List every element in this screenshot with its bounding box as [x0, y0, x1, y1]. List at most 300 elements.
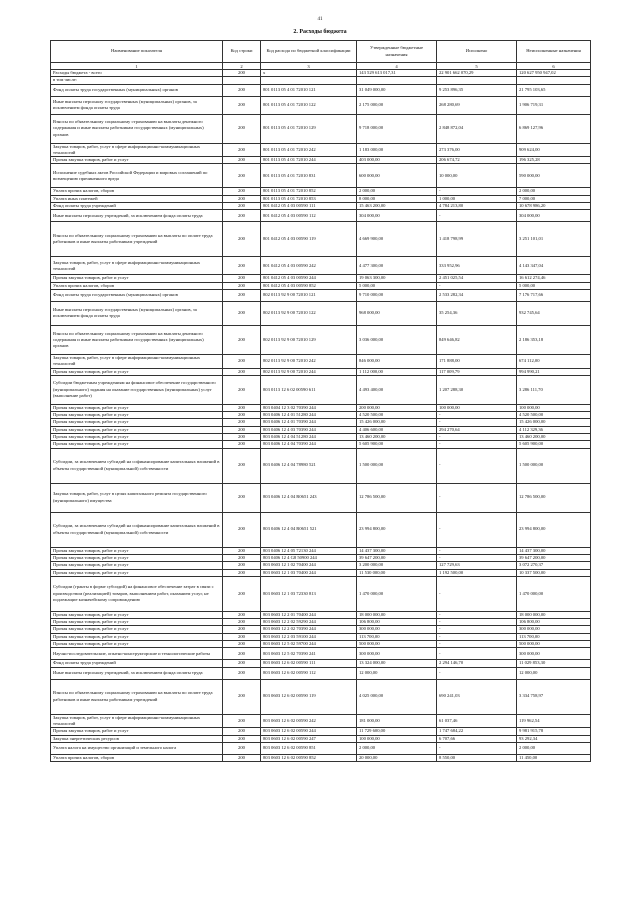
- expenses-table: [50, 40, 591, 762]
- table-row: [51, 375, 591, 404]
- row-kbk-cell: 803 0406 12 4 01 70390 244: [261, 419, 357, 426]
- row-kbk-cell: 801 0113 05 4 01 72010 852: [261, 188, 357, 195]
- table-row: [51, 562, 591, 569]
- row-code-cell: 200: [223, 164, 261, 188]
- row-name-cell: Взносы по обязательному социальному страхованию на выплаты денежного содержания и иные выплаты работникам государственных (муниципальных) органов: [51, 325, 223, 354]
- row-code-cell: 200: [223, 641, 261, 648]
- row-rest-cell: 93 292,34: [517, 735, 591, 742]
- table-row: [51, 289, 591, 301]
- row-code-cell: 200: [223, 257, 261, 275]
- row-kbk-cell: 803 0603 12 5 02 59700 244: [261, 641, 357, 648]
- row-done-cell: 2 451 025,54: [437, 275, 517, 282]
- section-title: 2. Расходы бюджета: [293, 29, 347, 35]
- row-done-cell: -: [437, 210, 517, 222]
- col-number: 3: [261, 63, 357, 70]
- row-name-cell: Субсидии (гранты в форме субсидий) на финансовое обеспечение затрат в связи с производством (реализацией) товаров, выполнением работ, оказанием услуг, не подлежащие казначейскому сопровождению: [51, 576, 223, 611]
- row-rest-cell: 23 994 800,00: [517, 512, 591, 547]
- row-plan-cell: 18 000 000,00: [357, 611, 437, 618]
- row-plan-cell: 13 324 000,00: [357, 660, 437, 667]
- row-rest-cell: 3 072 270,37: [517, 562, 591, 569]
- table-row: [51, 96, 591, 114]
- row-done-cell: -: [437, 419, 517, 426]
- row-plan-cell: 12 786 500,00: [357, 483, 437, 512]
- header-name: Наименование показателя: [51, 41, 223, 63]
- table-row: [51, 70, 591, 77]
- table-row: [51, 419, 591, 426]
- page-number: 41: [317, 17, 323, 22]
- row-kbk-cell: 803 0603 12 6 02 00590 119: [261, 679, 357, 714]
- table-row: [51, 728, 591, 735]
- row-rest-cell: 5 605 900,00: [517, 441, 591, 448]
- row-rest-cell: 15 426 000,00: [517, 419, 591, 426]
- row-kbk-cell: 801 0113 05 4 01 72010 129: [261, 114, 357, 143]
- row-rest-cell: 932 745,64: [517, 301, 591, 325]
- row-name-cell: Прочая закупка товаров, работ и услуг: [51, 412, 223, 419]
- row-code-cell: 200: [223, 188, 261, 195]
- row-kbk-cell: 801 0412 05 4 03 00590 244: [261, 275, 357, 282]
- row-kbk-cell: 803 0603 12 1 03 72330 813: [261, 576, 357, 611]
- row-plan-cell: 20 000,00: [357, 754, 437, 761]
- row-done-cell: 1 747 684,22: [437, 728, 517, 735]
- col-number: 5: [437, 63, 517, 70]
- row-name-cell: Взносы по обязательному социальному страхованию на выплаты по оплате труда работников и иные выплаты работникам учреждений: [51, 222, 223, 257]
- row-name-cell: Прочая закупка товаров, работ и услуг: [51, 404, 223, 411]
- row-kbk-cell: 801 0412 05 4 03 00590 852: [261, 282, 357, 289]
- row-kbk-cell: 801 0113 05 4 01 72010 121: [261, 84, 357, 96]
- row-rest-cell: 10 678 986,20: [517, 203, 591, 210]
- header-plan: Утвержденные бюджетные назначения: [357, 41, 437, 63]
- row-done-cell: 294 270,64: [437, 426, 517, 433]
- row-plan-cell: 846 000,00: [357, 354, 437, 368]
- row-code-cell: [223, 77, 261, 84]
- row-kbk-cell: 802 0113 92 9 00 72010 121: [261, 289, 357, 301]
- row-kbk-cell: [261, 77, 357, 84]
- row-done-cell: 273 376,00: [437, 143, 517, 157]
- row-code-cell: 200: [223, 157, 261, 164]
- row-name-cell: Уплата прочих налогов, сборов: [51, 188, 223, 195]
- row-name-cell: Прочая закупка товаров, работ и услуг: [51, 569, 223, 576]
- row-name-cell: Научно-исследовательские, опытно-конструкторские и технологические работы: [51, 648, 223, 660]
- row-name-cell: Прочая закупка товаров, работ и услуг: [51, 426, 223, 433]
- row-code-cell: 200: [223, 742, 261, 754]
- table-row: [51, 275, 591, 282]
- column-number-row: [51, 63, 591, 70]
- row-rest-cell: [517, 77, 591, 84]
- row-name-cell: Прочая закупка товаров, работ и услуг: [51, 626, 223, 633]
- table-row: [51, 257, 591, 275]
- table-row: [51, 754, 591, 761]
- row-name-cell: Прочая закупка товаров, работ и услуг: [51, 633, 223, 640]
- row-rest-cell: 7 176 717,66: [517, 289, 591, 301]
- row-done-cell: 1 207 288,30: [437, 375, 517, 404]
- row-rest-cell: 300 000,00: [517, 648, 591, 660]
- col-number: 2: [223, 63, 261, 70]
- row-code-cell: 200: [223, 619, 261, 626]
- table-row: [51, 735, 591, 742]
- table-row: [51, 633, 591, 640]
- row-done-cell: -: [437, 667, 517, 679]
- table-row: [51, 569, 591, 576]
- row-rest-cell: 2 186 353,18: [517, 325, 591, 354]
- row-name-cell: Прочая закупка товаров, работ и услуг: [51, 619, 223, 626]
- row-done-cell: -: [437, 742, 517, 754]
- row-plan-cell: 1 470 000,00: [357, 576, 437, 611]
- row-kbk-cell: 803 0603 12 6 02 00590 851: [261, 742, 357, 754]
- row-kbk-cell: 801 0113 05 4 01 72010 831: [261, 164, 357, 188]
- table-row: [51, 619, 591, 626]
- row-kbk-cell: 803 0406 12 4 03 70390 244: [261, 426, 357, 433]
- row-kbk-cell: 801 0412 05 4 03 00590 242: [261, 257, 357, 275]
- row-done-cell: 4 784 213,80: [437, 203, 517, 210]
- row-rest-cell: 4 520 500,00: [517, 412, 591, 419]
- header-row: [51, 41, 591, 63]
- row-kbk-cell: 803 0603 12 1 02 70400 244: [261, 562, 357, 569]
- row-done-cell: -: [437, 412, 517, 419]
- row-done-cell: 22 901 662 070,29: [437, 70, 517, 77]
- row-plan-cell: 23 994 800,00: [357, 512, 437, 547]
- row-kbk-cell: 801 0412 05 4 03 00590 112: [261, 210, 357, 222]
- row-kbk-cell: 803 0603 12 6 02 00590 111: [261, 660, 357, 667]
- row-kbk-cell: 801 0412 05 4 03 00590 111: [261, 203, 357, 210]
- row-rest-cell: 304 000,00: [517, 210, 591, 222]
- row-done-cell: -: [437, 576, 517, 611]
- table-row: [51, 404, 591, 411]
- row-code-cell: 200: [223, 448, 261, 483]
- row-plan-cell: 13 460 200,00: [357, 434, 437, 441]
- row-code-cell: 200: [223, 210, 261, 222]
- row-code-cell: 200: [223, 222, 261, 257]
- row-kbk-cell: 803 0603 12 6 02 00590 242: [261, 714, 357, 728]
- row-kbk-cell: 803 0406 12 4 04 78980 521: [261, 448, 357, 483]
- row-kbk-cell: 803 0404 12 3 02 70390 244: [261, 404, 357, 411]
- row-plan-cell: 15 463 200,00: [357, 203, 437, 210]
- row-done-cell: -: [437, 554, 517, 561]
- table-row: [51, 426, 591, 433]
- row-plan-cell: 106 800,00: [357, 619, 437, 626]
- row-code-cell: 200: [223, 633, 261, 640]
- row-code-cell: 200: [223, 714, 261, 728]
- row-kbk-cell: 803 0406 12 4 04 R0651 243: [261, 483, 357, 512]
- row-rest-cell: 6 869 127,96: [517, 114, 591, 143]
- row-plan-cell: [357, 77, 437, 84]
- row-plan-cell: 14 437 300,00: [357, 547, 437, 554]
- row-kbk-cell: 802 0113 92 9 00 72010 129: [261, 325, 357, 354]
- row-rest-cell: 196 325,28: [517, 157, 591, 164]
- row-plan-cell: 2 000,00: [357, 742, 437, 754]
- row-code-cell: 200: [223, 735, 261, 742]
- row-code-cell: 200: [223, 275, 261, 282]
- row-done-cell: 8 550,00: [437, 754, 517, 761]
- row-name-cell: Уплата налога на имущество организаций и земельного налога: [51, 742, 223, 754]
- row-name-cell: Уплата прочих налогов, сборов: [51, 754, 223, 761]
- row-name-cell: Расходы бюджета - всего: [51, 70, 223, 77]
- row-done-cell: -: [437, 448, 517, 483]
- row-name-cell: Уплата иных платежей: [51, 195, 223, 202]
- row-plan-cell: 2 000,00: [357, 188, 437, 195]
- row-name-cell: Иные выплаты персоналу учреждений, за исключением фонда оплаты труда: [51, 667, 223, 679]
- table-row: [51, 547, 591, 554]
- row-name-cell: Прочая закупка товаров, работ и услуг: [51, 641, 223, 648]
- row-done-cell: 100 000,00: [437, 404, 517, 411]
- row-name-cell: Прочая закупка товаров, работ и услуг: [51, 368, 223, 375]
- row-code-cell: 200: [223, 754, 261, 761]
- row-kbk-cell: 803 0406 12 4 05 72130 244: [261, 547, 357, 554]
- row-code-cell: 200: [223, 512, 261, 547]
- table-row: [51, 325, 591, 354]
- row-plan-cell: 19 063 300,00: [357, 275, 437, 282]
- row-kbk-cell: 803 0406 12 4 04 R0651 521: [261, 512, 357, 547]
- row-code-cell: 200: [223, 434, 261, 441]
- table-row: [51, 441, 591, 448]
- row-name-cell: Исполнение судебных актов Российской Федерации и мировых соглашений по возмещению причиненного вреда: [51, 164, 223, 188]
- row-plan-cell: 9 718 000,00: [357, 114, 437, 143]
- row-kbk-cell: 801 0113 05 4 01 72010 244: [261, 157, 357, 164]
- row-name-cell: Прочая закупка товаров, работ и услуг: [51, 554, 223, 561]
- row-done-cell: 1 418 798,99: [437, 222, 517, 257]
- row-rest-cell: 21 795 103,65: [517, 84, 591, 96]
- row-plan-cell: 2 175 000,00: [357, 96, 437, 114]
- table-row: [51, 157, 591, 164]
- row-name-cell: Прочая закупка товаров, работ и услуг: [51, 157, 223, 164]
- row-name-cell: Прочая закупка товаров, работ и услуг: [51, 562, 223, 569]
- row-rest-cell: 106 800,00: [517, 619, 591, 626]
- row-kbk-cell: 803 0603 12 2 02 70390 244: [261, 626, 357, 633]
- row-done-cell: 6 707,66: [437, 735, 517, 742]
- row-rest-cell: 9 981 915,78: [517, 728, 591, 735]
- row-done-cell: -: [437, 619, 517, 626]
- row-done-cell: 127 729,63: [437, 562, 517, 569]
- row-plan-cell: 1 183 000,00: [357, 143, 437, 157]
- row-name-cell: Субсидии, за исключением субсидий на софинансирование капитальных вложений в объекты государственной (муниципальной) собственности: [51, 448, 223, 483]
- row-plan-cell: 113 700,00: [357, 633, 437, 640]
- row-done-cell: -: [437, 441, 517, 448]
- table-row: [51, 164, 591, 188]
- row-name-cell: Взносы по обязательному социальному страхованию на выплаты денежного содержания и иные выплаты работникам государственных (муниципальных) органов: [51, 114, 223, 143]
- table-row: [51, 354, 591, 368]
- row-plan-cell: 304 000,00: [357, 210, 437, 222]
- row-kbk-cell: 803 0603 12 5 02 70390 241: [261, 648, 357, 660]
- table-row: [51, 626, 591, 633]
- row-plan-cell: 403 000,00: [357, 157, 437, 164]
- table-row: [51, 412, 591, 419]
- header-code: Код строки: [223, 41, 261, 63]
- row-plan-cell: 100 000,00: [357, 735, 437, 742]
- row-code-cell: 200: [223, 660, 261, 667]
- row-name-cell: Иные выплаты персоналу государственных (муниципальных) органов, за исключением фонда оплаты труда: [51, 301, 223, 325]
- row-code-cell: 200: [223, 354, 261, 368]
- row-code-cell: 200: [223, 195, 261, 202]
- row-done-cell: -: [437, 547, 517, 554]
- row-name-cell: Прочая закупка товаров, работ и услуг: [51, 275, 223, 282]
- row-name-cell: Закупка товаров, работ, услуг в целях капитального ремонта государственного (муниципального) имущества: [51, 483, 223, 512]
- row-kbk-cell: 803 0603 12 6 02 00590 112: [261, 667, 357, 679]
- row-kbk-cell: 801 0412 05 4 03 00590 119: [261, 222, 357, 257]
- row-plan-cell: 8 000,00: [357, 195, 437, 202]
- row-name-cell: Прочая закупка товаров, работ и услуг: [51, 441, 223, 448]
- row-code-cell: 200: [223, 70, 261, 77]
- row-done-cell: -: [437, 626, 517, 633]
- row-rest-cell: 7 000,00: [517, 195, 591, 202]
- row-code-cell: 200: [223, 114, 261, 143]
- row-kbk-cell: 801 0113 05 4 01 72010 853: [261, 195, 357, 202]
- row-kbk-cell: 802 0113 92 9 00 72010 244: [261, 368, 357, 375]
- row-code-cell: 200: [223, 368, 261, 375]
- row-kbk-cell: 802 0113 92 9 00 72010 122: [261, 301, 357, 325]
- table-row: [51, 434, 591, 441]
- row-done-cell: 2 533 282,34: [437, 289, 517, 301]
- row-done-cell: [437, 77, 517, 84]
- row-name-cell: Фонд оплаты труда государственных (муниципальных) органов: [51, 84, 223, 96]
- header-kbk: Код расхода по бюджетной классификации: [261, 41, 357, 63]
- row-rest-cell: 11 450,00: [517, 754, 591, 761]
- row-code-cell: 200: [223, 648, 261, 660]
- row-code-cell: 200: [223, 483, 261, 512]
- row-done-cell: 61 037,46: [437, 714, 517, 728]
- row-code-cell: 200: [223, 667, 261, 679]
- row-code-cell: 200: [223, 426, 261, 433]
- row-rest-cell: 909 624,00: [517, 143, 591, 157]
- row-plan-cell: 1 112 000,00: [357, 368, 437, 375]
- row-kbk-cell: 803 0603 12 6 02 00590 244: [261, 728, 357, 735]
- row-plan-cell: 9 710 000,00: [357, 289, 437, 301]
- row-plan-cell: 143 529 613 017,31: [357, 70, 437, 77]
- row-plan-cell: 300 000,00: [357, 626, 437, 633]
- row-kbk-cell: 803 0603 12 2 03 59100 244: [261, 633, 357, 640]
- row-rest-cell: 1 470 000,00: [517, 576, 591, 611]
- row-code-cell: 200: [223, 679, 261, 714]
- row-rest-cell: 4 112 329,36: [517, 426, 591, 433]
- row-name-cell: Фонд оплаты труда учреждений: [51, 203, 223, 210]
- row-rest-cell: 1 906 719,31: [517, 96, 591, 114]
- row-kbk-cell: 803 0406 12 4 04 70390 244: [261, 441, 357, 448]
- table-row: [51, 84, 591, 96]
- row-rest-cell: 113 700,00: [517, 633, 591, 640]
- row-rest-cell: 14 437 300,00: [517, 547, 591, 554]
- row-rest-cell: 1 500 000,00: [517, 448, 591, 483]
- row-rest-cell: 674 112,00: [517, 354, 591, 368]
- row-code-cell: 200: [223, 84, 261, 96]
- row-code-cell: 200: [223, 728, 261, 735]
- row-plan-cell: 500 000,00: [357, 641, 437, 648]
- table-row: [51, 222, 591, 257]
- row-code-cell: 200: [223, 441, 261, 448]
- row-name-cell: Фонд оплаты труда государственных (муниципальных) органов: [51, 289, 223, 301]
- row-name-cell: Фонд оплаты труда учреждений: [51, 660, 223, 667]
- table-row: [51, 210, 591, 222]
- row-done-cell: 690 241,03: [437, 679, 517, 714]
- row-code-cell: 200: [223, 554, 261, 561]
- row-plan-cell: 4 406 600,00: [357, 426, 437, 433]
- row-name-cell: Закупка товаров, работ, услуг в сфере информационно-коммуникационных технологий: [51, 714, 223, 728]
- row-code-cell: 200: [223, 576, 261, 611]
- row-code-cell: 200: [223, 282, 261, 289]
- row-rest-cell: 16 612 274,46: [517, 275, 591, 282]
- row-done-cell: -: [437, 434, 517, 441]
- col-number: 4: [357, 63, 437, 70]
- row-plan-cell: 3 200 000,00: [357, 562, 437, 569]
- row-name-cell: Прочая закупка товаров, работ и услуг: [51, 547, 223, 554]
- row-rest-cell: 300 000,00: [517, 626, 591, 633]
- row-code-cell: 200: [223, 289, 261, 301]
- table-row: [51, 143, 591, 157]
- table-row: [51, 512, 591, 547]
- table-row: [51, 368, 591, 375]
- row-plan-cell: 300 000,00: [357, 648, 437, 660]
- row-done-cell: 1 000,00: [437, 195, 517, 202]
- table-row: [51, 188, 591, 195]
- row-code-cell: 200: [223, 203, 261, 210]
- row-rest-cell: 119 962,54: [517, 714, 591, 728]
- row-code-cell: 200: [223, 562, 261, 569]
- table-body: [51, 70, 591, 762]
- row-kbk-cell: x: [261, 70, 357, 77]
- row-rest-cell: 13 460 200,00: [517, 434, 591, 441]
- row-done-cell: 9 253 896,35: [437, 84, 517, 96]
- row-rest-cell: 4 143 347,04: [517, 257, 591, 275]
- table-row: [51, 679, 591, 714]
- row-rest-cell: 3 251 101,01: [517, 222, 591, 257]
- row-plan-cell: 3 036 000,00: [357, 325, 437, 354]
- row-rest-cell: 5 000,00: [517, 282, 591, 289]
- table-row: [51, 195, 591, 202]
- row-code-cell: 200: [223, 626, 261, 633]
- row-done-cell: 171 888,00: [437, 354, 517, 368]
- row-code-cell: 200: [223, 143, 261, 157]
- row-done-cell: -: [437, 188, 517, 195]
- row-name-cell: Иные выплаты персоналу учреждений, за исключением фонда оплаты труда: [51, 210, 223, 222]
- table-row: [51, 114, 591, 143]
- table-row: [51, 641, 591, 648]
- row-done-cell: -: [437, 611, 517, 618]
- header-done: Исполнено: [437, 41, 517, 63]
- table-row: [51, 77, 591, 84]
- row-kbk-cell: 802 0113 92 9 00 72010 242: [261, 354, 357, 368]
- row-plan-cell: 11 530 000,00: [357, 569, 437, 576]
- row-done-cell: 35 254,36: [437, 301, 517, 325]
- row-plan-cell: 39 647 200,00: [357, 554, 437, 561]
- row-rest-cell: 12 786 500,00: [517, 483, 591, 512]
- row-kbk-cell: 803 0603 12 1 03 70400 244: [261, 569, 357, 576]
- col-number: 6: [517, 63, 591, 70]
- table-row: [51, 742, 591, 754]
- row-rest-cell: 500 000,00: [517, 641, 591, 648]
- row-name-cell: Закупка энергетических ресурсов: [51, 735, 223, 742]
- row-plan-cell: 11 729 600,00: [357, 728, 437, 735]
- row-rest-cell: 39 647 200,00: [517, 554, 591, 561]
- row-kbk-cell: 803 0406 12 4 G8 50900 244: [261, 554, 357, 561]
- row-code-cell: 200: [223, 96, 261, 114]
- table-row: [51, 301, 591, 325]
- row-plan-cell: 4 520 500,00: [357, 412, 437, 419]
- row-done-cell: -: [437, 648, 517, 660]
- row-done-cell: 2 294 146,70: [437, 660, 517, 667]
- row-kbk-cell: 801 0113 05 4 01 72010 122: [261, 96, 357, 114]
- table-row: [51, 483, 591, 512]
- row-done-cell: 333 952,96: [437, 257, 517, 275]
- row-name-cell: Иные выплаты персоналу государственных (муниципальных) органов, за исключением фонда оплаты труда: [51, 96, 223, 114]
- row-plan-cell: 4 477 300,00: [357, 257, 437, 275]
- row-rest-cell: 120 627 950 947,02: [517, 70, 591, 77]
- row-done-cell: -: [437, 633, 517, 640]
- row-rest-cell: 3 286 111,70: [517, 375, 591, 404]
- row-name-cell: Прочая закупка товаров, работ и услуг: [51, 419, 223, 426]
- row-rest-cell: 994 990,21: [517, 368, 591, 375]
- row-kbk-cell: 803 0406 12 4 04 51280 244: [261, 434, 357, 441]
- row-name-cell: Закупка товаров, работ, услуг в сфере информационно-коммуникационных технологий: [51, 143, 223, 157]
- row-rest-cell: 2 000,00: [517, 742, 591, 754]
- row-plan-cell: 5 605 900,00: [357, 441, 437, 448]
- row-code-cell: 200: [223, 569, 261, 576]
